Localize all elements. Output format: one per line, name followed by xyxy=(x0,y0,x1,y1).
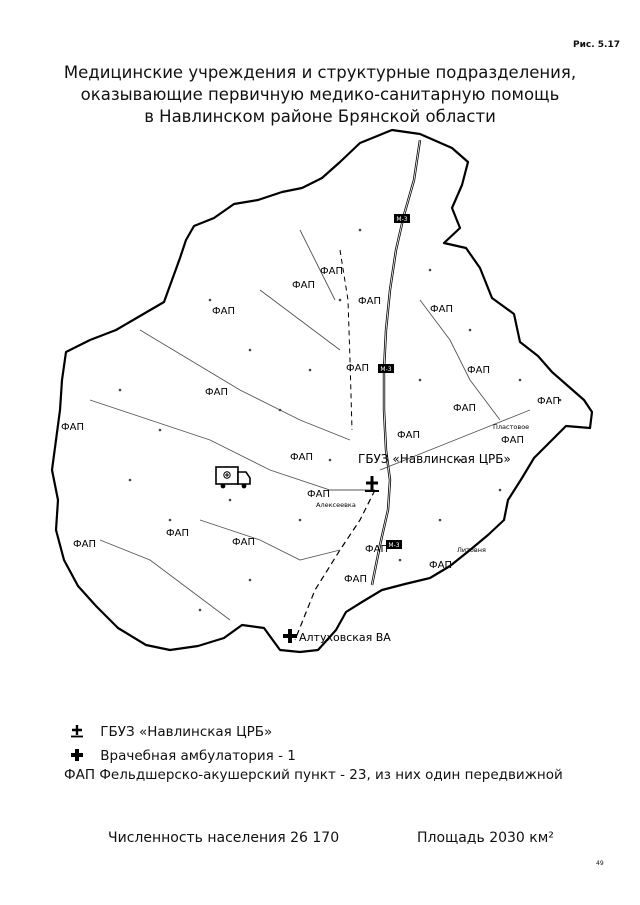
fap-label: ФАП xyxy=(307,489,330,500)
fap-label: ФАП xyxy=(212,306,235,317)
railway xyxy=(295,490,375,640)
fap-label: ФАП xyxy=(232,537,255,548)
settlement-markers xyxy=(119,229,562,612)
fap-label: ФАП xyxy=(205,387,228,398)
fap-label: ФАП xyxy=(292,280,315,291)
legend-fap xyxy=(64,767,563,783)
crb-map-label: ГБУЗ «Навлинская ЦРБ» xyxy=(358,452,511,466)
title-line-2: оказывающие первичную медико-санитарную помощь xyxy=(80,85,560,104)
area-text: Площадь 2030 км² xyxy=(417,830,554,846)
ambulatory-marker-icon xyxy=(283,629,297,643)
fap-label: ФАП xyxy=(365,544,388,555)
village-label: Алексеевка xyxy=(316,501,356,509)
fap-label: ФАП xyxy=(429,560,452,571)
district-boundary xyxy=(52,130,592,652)
fap-label: ФАП xyxy=(397,430,420,441)
fap-label: ФАП xyxy=(61,422,84,433)
fap-label: ФАП xyxy=(320,266,343,277)
village-label: Пластовое xyxy=(493,423,530,431)
fap-label: ФАП xyxy=(501,435,524,446)
ambulatory-map-label: Алтуховская ВА xyxy=(299,631,391,644)
fap-label: ФАП xyxy=(430,304,453,315)
mobile-fap-icon xyxy=(216,467,250,488)
crb-marker-icon xyxy=(365,476,379,491)
ambulatory-legend-icon xyxy=(70,748,84,762)
fap-label: ФАП xyxy=(73,539,96,550)
legend-crb-label: ГБУЗ «Навлинская ЦРБ» xyxy=(100,724,273,740)
fap-label: ФАП xyxy=(290,452,313,463)
fap-label: ФАП xyxy=(166,528,189,539)
fap-label: ФАП xyxy=(344,574,367,585)
title-line-1: Медицинские учреждения и структурные подразделения, xyxy=(63,63,577,82)
figure-reference: Рис. 5.17 xyxy=(573,40,620,50)
legend-ambulatory-label: Врачебная амбулатория - 1 xyxy=(100,748,296,764)
page-number: 49 xyxy=(596,860,604,867)
legend-crb xyxy=(70,724,272,740)
legend-ambulatory xyxy=(70,748,296,764)
legend-fap-label: Фельдшерско-акушерский пункт - 23, из них один передвижной xyxy=(99,767,563,783)
village-label: Литовня xyxy=(457,546,486,554)
fap-label: ФАП xyxy=(346,363,369,374)
fap-label: ФАП xyxy=(453,403,476,414)
road-label-1: М-3 xyxy=(396,216,408,223)
crb-legend-icon xyxy=(70,724,84,738)
title-line-3: в Навлинском районе Брянской области xyxy=(144,107,496,126)
federal-road xyxy=(372,140,420,585)
road-label-2: М-3 xyxy=(380,366,392,373)
road-label-3: М-3 xyxy=(388,542,400,549)
fap-label: ФАП xyxy=(358,296,381,307)
fap-label: ФАП xyxy=(467,365,490,376)
fap-label: ФАП xyxy=(537,396,560,407)
population-text: Численность населения 26 170 xyxy=(108,830,340,846)
legend-fap-abbr: ФАП xyxy=(64,767,96,783)
